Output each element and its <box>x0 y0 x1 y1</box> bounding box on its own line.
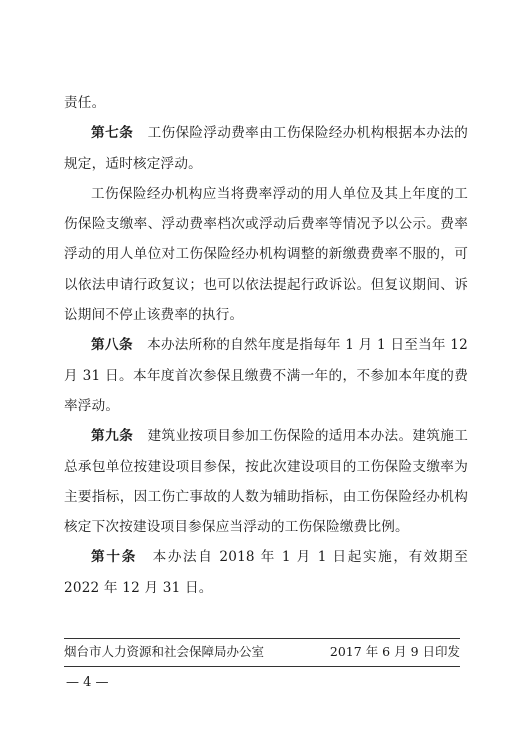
footer-top-divider <box>64 638 460 639</box>
article-10-text: 本办法自 2018 年 1 月 1 日起实施，有效期至 2022 年 12 月 31 日。 <box>64 549 468 596</box>
article-8-paragraph <box>64 330 468 421</box>
article-8-number: 第八条 <box>91 337 134 354</box>
footer-issuer: 烟台市人力资源和社会保障局办公室 <box>64 644 265 659</box>
footer-print-date: 2017 年 6 月 9 日印发 <box>329 644 460 659</box>
article-7-number: 第七条 <box>91 125 134 142</box>
page-number: — 4 — <box>66 675 109 690</box>
article-9-text: 建筑业按项目参加工伤保险的适用本办法。建筑施工总承包单位按建设项目参保，按此次建设项目的工伤保险支缴率为主要指标，因工伤亡事故的人数为辅助指标，由工伤保险经办机构核定下次按建设项目参保应当浮动的工伤保险缴费比例。 <box>64 428 468 536</box>
footer-bottom-divider <box>64 666 460 667</box>
article-10-number: 第十条 <box>91 549 138 566</box>
article-9-number: 第九条 <box>91 428 134 445</box>
article-10-paragraph <box>64 542 468 603</box>
article-7-paragraph <box>64 118 468 179</box>
article-9-paragraph <box>64 421 468 542</box>
continuation-paragraph <box>64 88 468 118</box>
article-7-paragraph-2 <box>64 179 468 330</box>
article-7-paragraph-2-text: 工伤保险经办机构应当将费率浮动的用人单位及其上年度的工伤保险支缴率、浮动费率档次或浮动后费率等情况予以公示。费率浮动的用人单位对工伤保险经办机构调整的新缴费费率不服的，可以依法申请行政复议；也可以依法提起行政诉讼。但复议期间、诉讼期间不停止该费率的执行。 <box>64 185 468 324</box>
continuation-text: 责任。 <box>64 95 106 111</box>
document-body <box>64 88 468 603</box>
article-7-text: 工伤保险浮动费率由工伤保险经办机构根据本办法的规定，适时核定浮动。 <box>64 125 468 172</box>
article-8-text: 本办法所称的自然年度是指每年 1 月 1 日至当年 12 月 31 日。本年度首次参保且缴费不满一年的，不参加本年度的费率浮动。 <box>64 337 468 414</box>
